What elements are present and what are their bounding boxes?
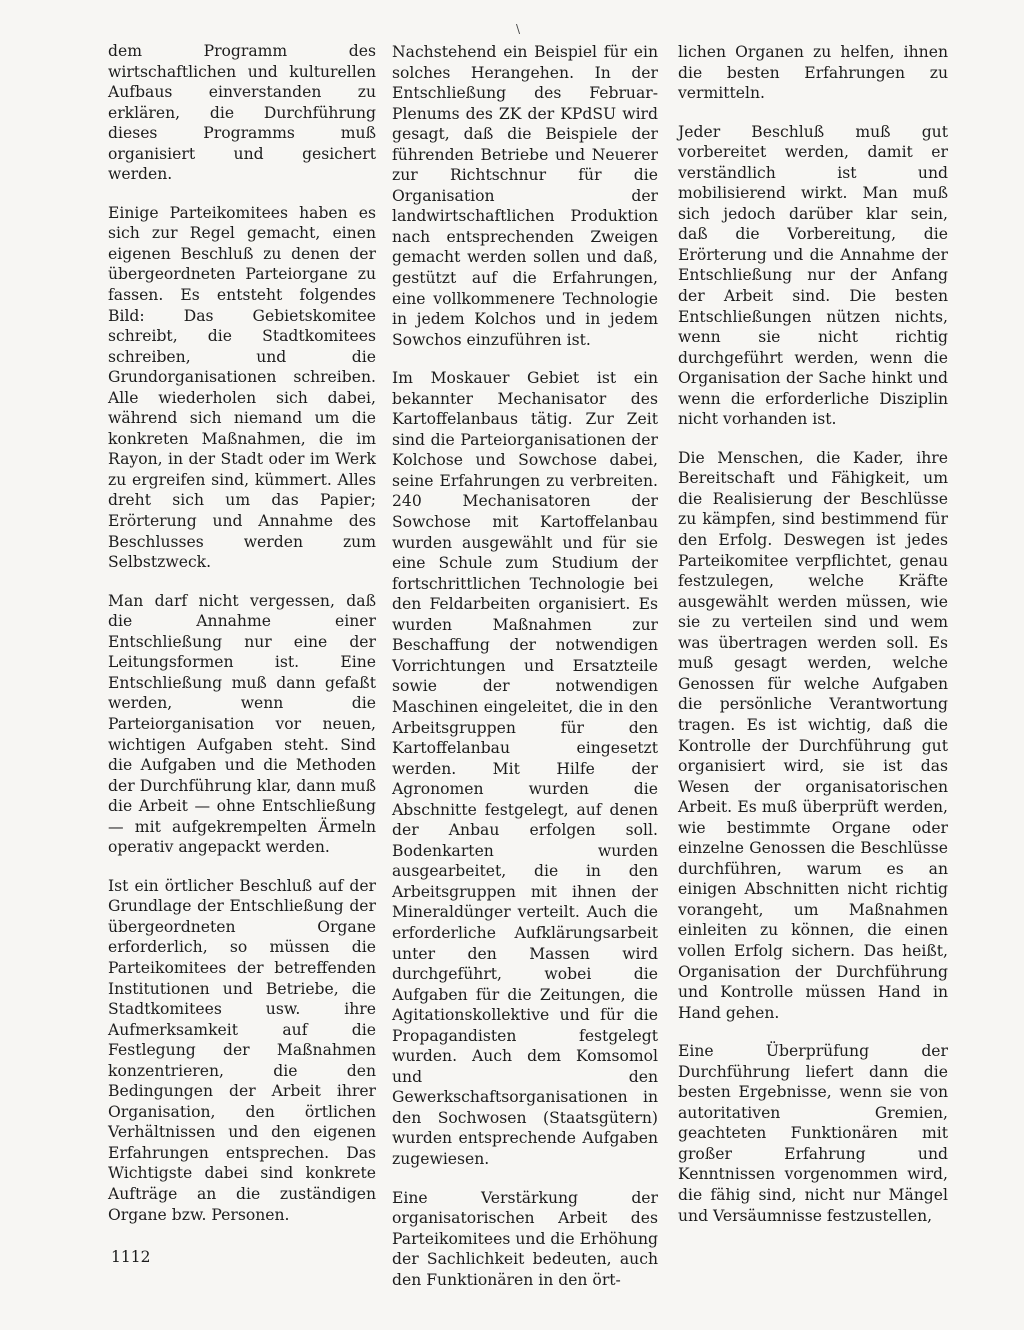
text-column-1: [108, 41, 376, 1243]
paragraph: Im Moskauer Gebiet ist ein bekannter Mechanisator des Kartoffelanbaus tätig. Zur Zeit sind die Parteiorganisationen der Kolchose und Sowchose dabei, seine Erfahrungen zu verbreiten. 240 Mechanisatoren der Sowchose mit Kartoffelanbau wurden ausgewählt und für sie eine Schule zum Studium der fortschrittlichen Technologie bei den Feldarbeiten organisiert. Es wurden Maßnahmen zur Beschaffung der notwendigen Vorrichtungen und Ersatzteile sowie der notwendigen Maschinen eingeleitet, die in den Arbeitsgruppen für den Kartoffelanbau eingesetzt werden. Mit Hilfe der Agronomen wurden die Abschnitte festgelegt, auf denen der Anbau erfolgen soll. Bodenkarten wurden ausgearbeitet, die in den Arbeitsgruppen mit ihnen der Mineraldünger verteilt. Auch die erforderliche Aufklärungsarbeit unter den Massen wird durchgeführt, wobei die Aufgaben für die Zeitungen, die Agitationskollektive und für die Propagandisten festgelegt wurden. Auch dem Komsomol und den Gewerkschaftsorganisationen in den Sochwosen (Staatsgütern) wurden entsprechende Aufgaben zugewiesen.: [392, 369, 658, 1168]
paragraph: Ist ein örtlicher Beschluß auf der Grundlage der Entschließung der übergeordneten Organe erforderlich, so müssen die Parteikomitees der betreffenden Institutionen und Betriebe, die Stadtkomitees usw. ihre Aufmerksamkeit auf die Festlegung der Maßnahmen konzentrieren, die den Bedingungen der Arbeit ihrer Organisation, den örtlichen Verhältnissen und den eigenen Erfahrungen entsprechen. Das Wichtigste dabei sind konkrete Aufträge an die zuständigen Organe bzw. Personen.: [108, 876, 376, 1224]
paragraph: Eine Überprüfung der Durchführung liefert dann die besten Ergebnisse, wenn sie von autoritativen Gremien, geachteten Funktionären mit großer Erfahrung und Kenntnissen vorgenommen wird, die fähig sind, nicht nur Mängel und Versäumnisse festzustellen,: [678, 1042, 948, 1225]
paragraph: lichen Organen zu helfen, ihnen die besten Erfahrungen zu vermitteln.: [678, 43, 948, 103]
paragraph: Jeder Beschluß muß gut vorbereitet werden, damit er verständlich ist und mobilisierend wirkt. Man muß sich jedoch darüber klar sein, daß die Vorbereitung, die Erörterung und die Annahme der Entschließung nur der Anfang der Arbeit sind. Die besten Entschließungen nützen nichts, wenn sie nicht richtig durchgeführt werden, wenn die Organisation der Sache hinkt und wenn die erforderliche Disziplin nicht vorhanden ist.: [678, 122, 948, 429]
paragraph: Einige Parteikomitees haben es sich zur Regel gemacht, einen eigenen Beschluß zu denen der übergeordneten Parteiorgane zu fassen. Es entsteht folgendes Bild: Das Gebietskomitee schreibt, die Stadtkomitees schreiben, und die Grundorganisationen schreiben. Alle wiederholen sich dabei, während sich niemand um die konkreten Maßnahmen, die im Rayon, in der Stadt oder im Werk zu ergreifen sind, kümmert. Alles dreht sich um das Papier; Erörterung und Annahme des Beschlusses werden zum Selbstzweck.: [108, 203, 376, 572]
paragraph: Die Menschen, die Kader, ihre Bereitschaft und Fähigkeit, um die Realisierung der Beschlüsse zu kämpfen, sind bestimmend für den Erfolg. Deswegen ist jedes Parteikomitee verpflichtet, genau festzulegen, welche Kräfte ausgewählt werden müssen, wie sie zu verteilen sind und wem was übertragen werden soll. Es muß gesagt werden, welche Genossen für welche Aufgaben die persönliche Verantwortung tragen. Es ist wichtig, daß die Kontrolle der Durchführung gut organisiert wird, sie ist das Wesen der organisatorischen Arbeit. Es muß überprüft werden, wie bestimmte Organe oder einzelne Genossen die Beschlüsse durchführen, warum es an einigen Abschnitten nicht richtig vorangeht, um Maßnahmen einleiten zu können, die einen vollen Erfolg sichern. Das heißt, Organisation der Durchführung und Kontrolle müssen Hand in Hand gehen.: [678, 448, 948, 1022]
paragraph: dem Programm des wirtschaftlichen und kulturellen Aufbaus einverstanden zu erklären, die Durchführung dieses Programms muß organisiert und gesichert werden.: [108, 42, 376, 184]
paragraph: Eine Verstärkung der organisatorischen Arbeit des Parteikomitees und die Erhöhung der Sachlichkeit bedeuten, auch den Funktionären in den ört-: [392, 1188, 658, 1289]
paragraph: Man darf nicht vergessen, daß die Annahme einer Entschließung nur eine der Leitungsformen ist. Eine Entschließung muß dann gefaßt werden, wenn die Parteiorganisation vor neuen, wichtigen Aufgaben steht. Sind die Aufgaben und die Methoden der Durchführung klar, dann muß die Arbeit — ohne Entschließung — mit aufgekrempelten Ärmeln operativ angepackt werden.: [108, 591, 376, 857]
margin-mark: \: [516, 22, 521, 36]
text-column-3: [678, 42, 948, 1244]
page-number: 1112: [111, 1248, 151, 1266]
text-column-2: [392, 42, 658, 1308]
paragraph: Nachstehend ein Beispiel für ein solches Herangehen. In der Entschließung des Februar-Plenums des ZK der KPdSU wird gesagt, daß die Beispiele der führenden Betriebe und Neuerer zur Richtschnur für die Organisation der landwirtschaftlichen Produktion nach entsprechenden Zweigen gemacht werden sollen und daß, gestützt auf die Erfahrungen, eine vollkommenere Technologie in jedem Kolchos und in jedem Sowchos einzuführen ist.: [392, 43, 658, 349]
